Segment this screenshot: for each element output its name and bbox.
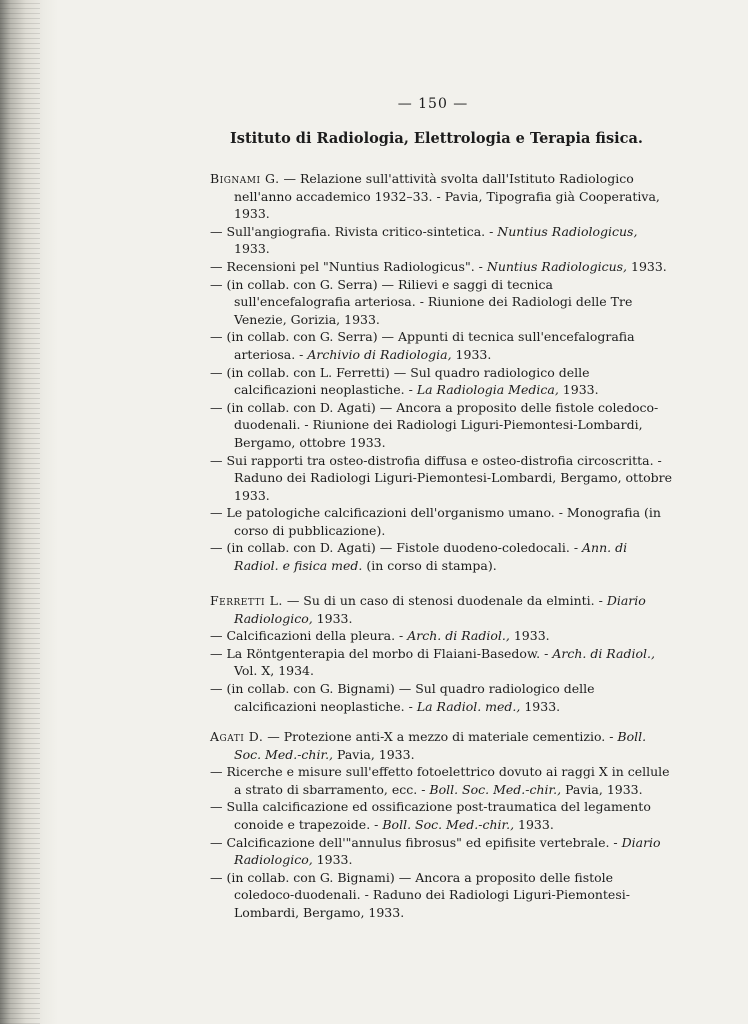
bibliography-entry: — (in collab. con G. Serra) — Rilievi e saggi di tecnica sull'encefalografia arteriosa. - Riunione dei Radiologi delle Tre Venezie, Gorizia, 1933. — [210, 276, 633, 327]
bibliography-entry: — (in collab. con G. Bignami) — Ancora a proposito delle fistole coledoco-duodenali. - Raduno dei Radiologi Liguri-Piemontesi-Lombardi, Bergamo, 1933. — [210, 869, 630, 920]
bibliography-entry: Ferretti L. — Su di un caso di stenosi duodenale da elminti. - Diario Radiologico, 1933. — [210, 593, 646, 626]
bibliography-entry: — Ricerche e misure sull'effetto fotoelettrico dovuto ai raggi X in cellule a strato di sbarramento, ecc. - Boll. Soc. Med.-chir., Pavia, 1933. — [210, 764, 670, 797]
bibliography-entry: — Recensioni pel "Nuntius Radiologicus". - Nuntius Radiologicus, 1933. — [210, 258, 667, 274]
bibliography-entry: — Sui rapporti tra osteo-distrofia diffusa e osteo-distrofia circoscritta. - Raduno dei Radiologi Liguri-Piemontesi-Lombardi, Bergamo, ottobre 1933. — [210, 452, 673, 503]
bibliography-entry: — La Röntgenterapia del morbo di Flaiani-Basedow. - Arch. di Radiol., Vol. X, 1934. — [210, 645, 655, 679]
binding-stitching — [0, 0, 40, 1024]
bibliography-entry: Bignami G. — Relazione sull'attività svolta dall'Istituto Radiologico nell'anno accademico 1932–33. - Pavia, Tipografia già Cooperativa, 1933. — [210, 171, 660, 222]
bibliography-entry: — Sull'angiografia. Rivista critico-sintetica. - Nuntius Radiologicus, 1933. — [210, 223, 638, 257]
bibliography-entry: — (in collab. con G. Bignami) — Sul quadro radiologico delle calcificazioni neoplastiche. - La Radiol. med., 1933. — [210, 680, 595, 714]
bibliography-entry: — (in collab. con D. Agati) — Fistole duodeno-coledocali. - Ann. di Radiol. e fisica med. (in corso di stampa). — [210, 540, 628, 574]
bibliography-entry: — Le patologiche calcificazioni dell'organismo umano. - Monografia (in corso di pubblicazione). — [210, 505, 661, 538]
page-title: Istituto di Radiologia, Elettrologia e Terapia fisica. — [230, 130, 643, 147]
bibliography-entry: Agati D. — Protezione anti-X a mezzo di materiale cementizio. - Boll. Soc. Med.-chir., Pavia, 1933. — [210, 729, 647, 762]
section-bignami — [210, 170, 672, 575]
page-number: — 150 — — [397, 96, 469, 112]
bibliography-entry: — (in collab. con G. Serra) — Appunti di tecnica sull'encefalografia arteriosa. - Archivio di Radiologia, 1933. — [210, 329, 635, 362]
bibliography-entry: — Calcificazioni della pleura. - Arch. di Radiol., 1933. — [210, 628, 550, 644]
section-ferretti — [210, 592, 672, 715]
section-agati — [210, 728, 672, 922]
bibliography-entry: — Calcificazione dell'"annulus fibrosus" ed epifisite vertebrale. - Diario Radiologico, 1933. — [210, 834, 661, 868]
bibliography-entry: — (in collab. con L. Ferretti) — Sul quadro radiologico delle calcificazioni neoplastiche. - La Radiologia Medica, 1933. — [210, 364, 599, 398]
bibliography-entry: — Sulla calcificazione ed ossificazione post-traumatica del legamento conoide e trapezoide. - Boll. Soc. Med.-chir., 1933. — [210, 799, 651, 832]
bibliography-entry: — (in collab. con D. Agati) — Ancora a proposito delle fistole coledoco-duodenali. - Riunione dei Radiologi Liguri-Piemontesi-Lombardi, Bergamo, ottobre 1933. — [210, 399, 659, 450]
